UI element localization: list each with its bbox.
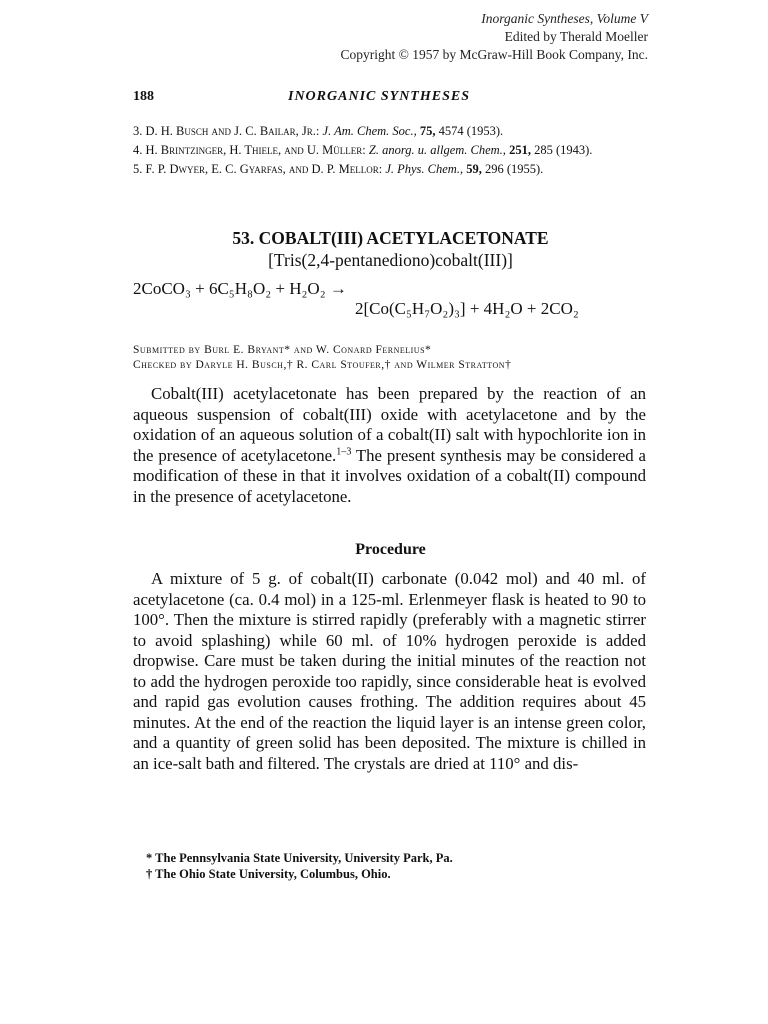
author-credits	[133, 343, 648, 373]
procedure-paragraph: A mixture of 5 g. of cobalt(II) carbonate (0.042 mol) and 40 ml. of acetylacetone (ca. 0.4 mol) in a 125-ml. Erlenmeyer flask is heated to 90 to 100°. Then the mixture is stirred rapidly (preferably with a magnetic stirrer to avoid splashing) while 60 ml. of 10% hydrogen peroxide is added dropwise. Care must be taken during the initial minutes of the reaction not to add the hydrogen peroxide too rapidly, since considerable heat is evolved and rapid gas evolution causes frothing. The addition requires about 45 minutes. At the end of the reaction the liquid layer is an intense green color, and a quantity of green solid has been deposited. The mixture is chilled in an ice-salt bath and filtered. The crystals are dried at 110° and dis-	[133, 569, 646, 773]
submitted-by: Submitted by Burl E. Bryant* and W. Conard Fernelius*	[133, 344, 432, 356]
intro-paragraph: Cobalt(III) acetylacetonate has been prepared by the reaction of an aqueous suspension of cobalt(III) oxide with acetylacetone and by the oxidation of an aqueous solution of a cobalt(II) salt with hypochlorite ion in the presence of acetylacetone.$^{1-3}$ The present synthesis may be considered a modification of these in that it involves oxidation of a cobalt(II) compound in the presence of acetylacetone.	[133, 384, 646, 506]
volume-title: Inorganic Syntheses, Volume V	[481, 11, 648, 26]
page-number: 188	[133, 89, 154, 104]
editor-line: Edited by Therald Moeller	[504, 29, 648, 44]
reference-item: 5. F. P. Dwyer, E. C. Gyarfas, and D. P. Mellor: J. Phys. Chem., 59, 296 (1955).	[133, 162, 544, 176]
running-head	[133, 89, 643, 109]
source-info	[341, 10, 648, 64]
article-title	[133, 227, 648, 271]
checked-by: Checked by Daryle H. Busch,† R. Carl Stoufer,† and Wilmer Stratton†	[133, 359, 512, 371]
footnote-item: * The Pennsylvania State University, University Park, Pa.	[146, 851, 453, 865]
citation-superscript: 1–3	[336, 445, 352, 457]
reference-list	[133, 123, 648, 180]
equation-line-1: 2CoCO₃ + 6C₅H₈O₂ + H₂O₂ →	[133, 279, 347, 298]
reference-item: 3. D. H. Busch and J. C. Bailar, Jr.: J. Am. Chem. Soc., 75, 4574 (1953).	[133, 124, 504, 138]
footnote-item: † The Ohio State University, Columbus, Ohio.	[146, 867, 391, 881]
article-subtitle: [Tris(2,4-pentanediono)cobalt(III)]	[268, 250, 513, 270]
article-main-title: 53. COBALT(III) ACETYLACETONATE	[232, 228, 549, 248]
equation-line-2: 2[Co(C₅H₇O₂)₃] + 4H₂O + 2CO₂	[355, 299, 579, 318]
copyright-line: Copyright © 1957 by McGraw-Hill Book Company, Inc.	[340, 47, 648, 62]
running-title: INORGANIC SYNTHESES	[288, 89, 470, 104]
reference-item: 4. H. Brintzinger, H. Thiele, and U. Müller: Z. anorg. u. allgem. Chem., 251, 285 (1943).	[133, 143, 593, 157]
footnotes	[146, 850, 646, 882]
procedure-heading: Procedure	[355, 541, 426, 558]
